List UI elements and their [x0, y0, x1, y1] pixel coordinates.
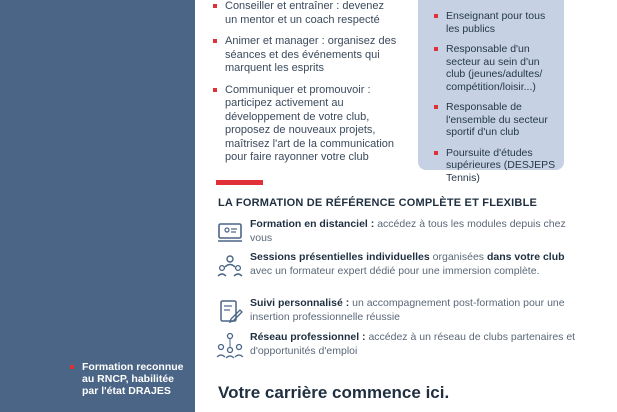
section-heading: LA FORMATION DE RÉFÉRENCE COMPLÈTE ET FLEXIBLE [218, 197, 538, 209]
feature-text: accédez à tous les modules depuis chez vous [250, 218, 566, 244]
feature-title: Sessions présentielles individuelles [250, 251, 430, 263]
career-item: Enseignant pour tous les publics [434, 10, 556, 35]
group-session-icon [216, 251, 244, 279]
rncp-badge [70, 361, 190, 397]
follow-up-icon [216, 297, 244, 325]
feature-text-2: avec un formateur expert dédié pour une immersion complète. [250, 264, 540, 277]
feature-sessions [216, 251, 576, 278]
feature-title: Formation en distanciel : [250, 218, 375, 230]
section-divider [216, 180, 263, 185]
bullet-marker [70, 365, 74, 369]
career-item: Poursuite d'études supérieures (DESJEPS Tennis) [434, 147, 556, 185]
remote-learning-icon [216, 218, 244, 246]
subtitle-line-2 [186, 0, 195, 1]
feature-text: organisées [429, 251, 487, 263]
sidebar-panel [0, 0, 195, 412]
feature-remote [216, 218, 576, 245]
subtitle-line-1 [174, 0, 186, 1]
vertical-subtitle [174, 0, 195, 1]
skill-item: Communiquer et promouvoir : participez activement au développement de votre club, proposez de nouveaux projets, maîtrisez l'art de la communication pour faire rayonner votre club [213, 84, 398, 165]
feature-title: Réseau professionnel : [250, 331, 366, 343]
skill-item: Conseiller et entraîner : devenez un mentor et un coach respecté [213, 0, 398, 27]
feature-follow-up [216, 297, 576, 324]
rncp-badge-text: Formation reconnue au RNCP, habilitée par l'état DRAJES [82, 361, 184, 397]
skills-list [213, 0, 398, 173]
feature-title-2: dans votre club [486, 251, 565, 263]
skill-item: Animer et manager : organisez des séances et des événements qui marquent les esprits [213, 35, 398, 76]
career-item: Responsable de l'ensemble du secteur sportif d'un club [434, 101, 556, 139]
career-heading: Votre carrière commence ici. [218, 383, 450, 402]
feature-text: un accompagnement post-formation pour une insertion professionnelle réussie [250, 297, 565, 323]
careers-card [418, 0, 564, 184]
career-item: Responsable d'un secteur au sein d'un club (jeunes/adultes/ compétition/loisir...) [434, 43, 556, 93]
feature-network [216, 331, 576, 358]
network-icon [216, 331, 244, 359]
feature-title: Suivi personnalisé : [250, 297, 350, 309]
feature-text: accédez à un réseau de clubs partenaires et d'opportunités d'emploi [250, 331, 576, 357]
